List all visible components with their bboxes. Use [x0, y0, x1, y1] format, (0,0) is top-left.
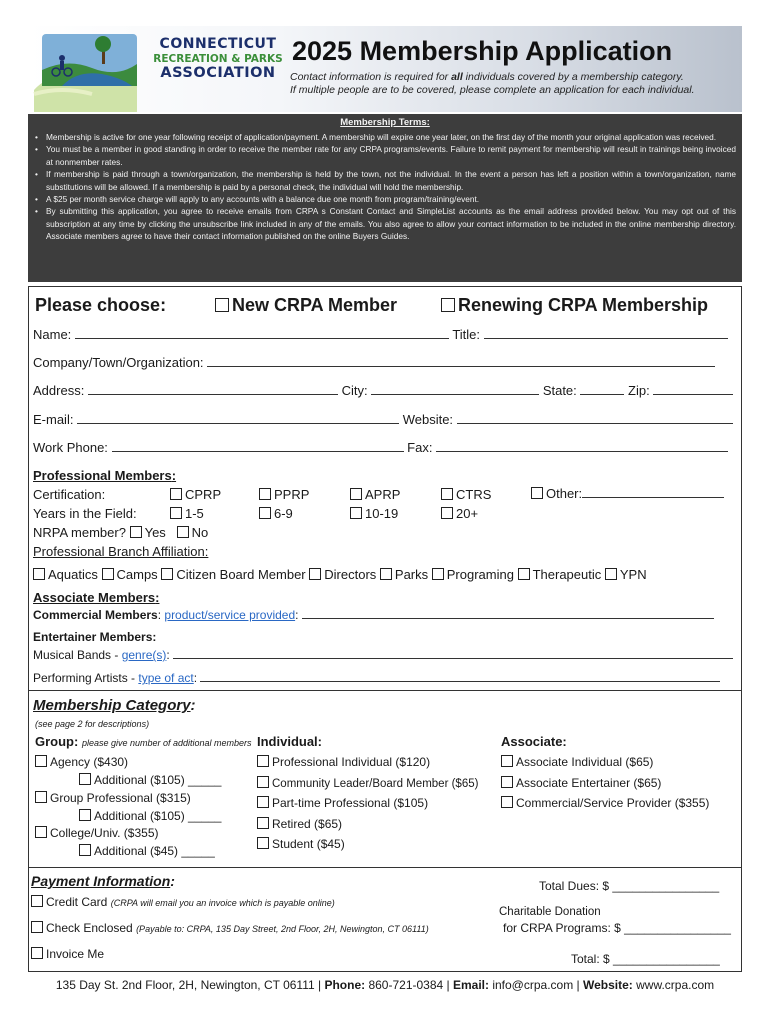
please-choose-label: Please choose:	[35, 295, 167, 315]
individual-retired-label: Retired ($65)	[272, 817, 343, 831]
group-professional-additional-label: Additional ($105) _____	[94, 809, 222, 823]
address-row	[33, 383, 733, 398]
payment-heading: Payment Information:	[31, 873, 175, 889]
zip-field[interactable]	[653, 384, 733, 395]
email-row	[33, 412, 733, 427]
email-field[interactable]	[77, 413, 399, 424]
subtitle-bold: all	[451, 71, 463, 83]
pay-check-note: (Payable to: CRPA, 135 Day Street, 2nd Floor, 2H, Newington, CT 06111)	[136, 924, 429, 934]
new-member-option[interactable]	[215, 295, 397, 316]
group-college-checkbox[interactable]	[35, 826, 47, 838]
branch-programing-checkbox[interactable]	[432, 568, 444, 580]
pay-check-label: Check Enclosed	[46, 921, 133, 935]
city-field[interactable]	[371, 384, 539, 395]
page-title: 2025 Membership Application	[292, 36, 673, 66]
pay-credit-card-note: (CRPA will email you an invoice which is payable online)	[110, 898, 335, 908]
address-field[interactable]	[88, 384, 338, 395]
pay-invoice-checkbox[interactable]	[31, 947, 43, 959]
title-label: Title:	[452, 327, 481, 342]
company-row	[33, 355, 715, 370]
associate-entertainer-checkbox[interactable]	[501, 776, 513, 788]
associate-entertainer[interactable]	[501, 776, 661, 790]
cert-other-label: Other:	[546, 486, 583, 501]
nrpa-no-label: No	[191, 525, 209, 540]
certification-label: Certification:	[33, 487, 106, 502]
address-label: Address:	[33, 383, 85, 398]
logo-line-1: CONNECTICUT	[159, 36, 277, 52]
nrpa-no-checkbox[interactable]	[177, 526, 189, 538]
terms-item: • By submitting this application, you agree to receive emails from CRPA s Constant Contact and SimpleList accounts as the email address provided below. You may opt out of this subscription at any time by clicking the unsubscribe link included in any of the emails. You also agree to allow your contact information to be included in the online membership directory. Associate members agree to have their contact information published on the online Buyers Guides.	[34, 205, 736, 242]
group-agency-additional[interactable]	[79, 773, 221, 787]
entertainer-label: Entertainer Members:	[33, 630, 157, 644]
donation-line-2[interactable]: for CRPA Programs: $ ________________	[503, 921, 731, 935]
commercial-link[interactable]: product/service provided	[164, 608, 296, 622]
group-agency-additional-checkbox[interactable]	[79, 773, 91, 785]
branch-aquatics-checkbox[interactable]	[33, 568, 45, 580]
membership-category-heading: Membership Category:	[33, 697, 196, 714]
cert-ctrs-label: CTRS	[456, 487, 492, 502]
terms-item: • If membership is paid through a town/organization, the membership is held by the town, not the individual. In the event a person has left a position within a town/organization, name substitutions will be allowed. If a membership is paid by a personal check, the individual will hold the membership.	[34, 168, 736, 193]
pay-check[interactable]	[31, 921, 429, 935]
terms-title: Membership Terms:	[340, 117, 430, 128]
cert-ctrs-checkbox[interactable]	[441, 488, 453, 500]
years-10-19-label: 10-19	[365, 506, 399, 521]
new-member-checkbox[interactable]	[215, 298, 229, 312]
pay-invoice[interactable]	[31, 947, 104, 961]
years-20-plus-checkbox[interactable]	[441, 507, 453, 519]
individual-community-leader-label: Community Leader/Board Member ($65)	[272, 778, 479, 790]
cert-cprp[interactable]	[170, 487, 221, 502]
fax-label: Fax:	[407, 440, 433, 455]
individual-student[interactable]	[257, 837, 345, 851]
terms-item: • You must be a member in good standing in order to receive the member rate for any CRPA programs/events. Failure to remit payment for membership will result in trainings being invoiced at nonmember rates.	[34, 143, 736, 168]
individual-part-time-checkbox[interactable]	[257, 796, 269, 808]
crpa-logo	[28, 26, 288, 112]
new-member-label: New CRPA Member	[232, 295, 398, 315]
terms-item: • A $25 per month service charge will apply to any accounts with a balance due one month from program/training/event.	[34, 193, 736, 205]
city-label: City:	[341, 383, 368, 398]
cert-aprp[interactable]	[350, 487, 400, 502]
footer-email[interactable]: info@crpa.com |	[489, 978, 583, 992]
cert-pprp-checkbox[interactable]	[259, 488, 271, 500]
branch-citizen-board-checkbox[interactable]	[161, 568, 173, 580]
renew-member-checkbox[interactable]	[441, 298, 455, 312]
years-6-9[interactable]	[259, 506, 293, 521]
footer	[0, 978, 770, 992]
section-divider	[29, 690, 741, 691]
associate-heading-text: Associate Members	[33, 590, 156, 605]
individual-community-leader[interactable]	[257, 776, 478, 790]
subtitle-text: Contact information is required for	[290, 71, 452, 83]
artists-row: Performing Artists - type of act:	[33, 671, 720, 685]
pay-credit-card-checkbox[interactable]	[31, 895, 43, 907]
individual-professional-checkbox[interactable]	[257, 755, 269, 767]
years-6-9-checkbox[interactable]	[259, 507, 271, 519]
payment-heading-text: Payment Information	[31, 873, 171, 889]
website-label: Website:	[402, 412, 454, 427]
branch-parks-checkbox[interactable]	[380, 568, 392, 580]
group-professional-additional[interactable]	[79, 809, 221, 823]
website-field[interactable]	[457, 413, 733, 424]
group-note: please give number of additional members	[81, 738, 252, 748]
header	[28, 26, 742, 112]
subtitle-line-2: If multiple people are to be covered, please complete an application for each individual.	[290, 84, 695, 96]
cert-other-checkbox[interactable]	[531, 487, 543, 499]
commercial-label: Commercial Members	[33, 608, 158, 622]
group-agency-checkbox[interactable]	[35, 755, 47, 767]
group-college-additional-checkbox[interactable]	[79, 844, 91, 856]
branch-parks-label: Parks	[394, 567, 429, 582]
nrpa-yes-checkbox[interactable]	[130, 526, 142, 538]
cert-pprp-label: PPRP	[274, 487, 310, 502]
footer-website[interactable]: www.crpa.com	[632, 978, 715, 992]
associate-members-heading: Associate Members:	[33, 590, 160, 605]
branch-camps-checkbox[interactable]	[102, 568, 114, 580]
company-label: Company/Town/Organization:	[33, 355, 204, 370]
group-professional-additional-checkbox[interactable]	[79, 809, 91, 821]
cert-other[interactable]	[531, 486, 724, 501]
group-agency[interactable]	[35, 755, 128, 769]
subtitle-text-2: individuals covered by a membership category.	[462, 71, 684, 83]
cert-ctrs[interactable]	[441, 487, 491, 502]
associate-commercial-label: Commercial/Service Provider ($355)	[516, 796, 710, 810]
name-label: Name:	[33, 327, 72, 342]
zip-label: Zip:	[628, 383, 650, 398]
branch-ypn-checkbox[interactable]	[605, 568, 617, 580]
nrpa-yes-label: Yes	[144, 525, 166, 540]
name-row	[33, 327, 728, 342]
associate-commercial[interactable]	[501, 796, 709, 810]
professional-members-heading: Professional Members:	[33, 468, 177, 483]
page-subtitle	[290, 71, 695, 97]
category-heading-text: Membership Category	[33, 697, 191, 714]
group-heading-text: Group:	[35, 734, 79, 749]
terms-list	[34, 131, 736, 243]
bands-row: Musical Bands - genre(s):	[33, 648, 733, 662]
branch-directors-label: Directors	[324, 567, 377, 582]
group-agency-label: Agency ($430)	[50, 755, 129, 769]
years-1-5-label: 1-5	[185, 506, 204, 521]
work-phone-field[interactable]	[112, 441, 404, 452]
group-agency-additional-label: Additional ($105) _____	[94, 773, 222, 787]
branch-options	[33, 567, 647, 582]
footer-phone: 860-721-0384 |	[365, 978, 453, 992]
associate-entertainer-label: Associate Entertainer ($65)	[516, 776, 662, 790]
bands-label: Musical Bands -	[33, 648, 122, 662]
individual-student-label: Student ($45)	[272, 837, 345, 851]
associate-commercial-checkbox[interactable]	[501, 796, 513, 808]
donation-line-1: Charitable Donation	[499, 906, 601, 918]
cert-other-field[interactable]	[582, 487, 724, 498]
name-field[interactable]	[75, 328, 449, 339]
state-label: State:	[542, 383, 577, 398]
group-heading	[35, 734, 252, 749]
membership-terms	[28, 114, 742, 282]
branch-directors-checkbox[interactable]	[309, 568, 321, 580]
branch-affiliation-label: Professional Branch Affiliation:	[33, 544, 209, 559]
work-phone-label: Work Phone:	[33, 440, 108, 455]
branch-camps-label: Camps	[116, 567, 158, 582]
branch-therapeutic-checkbox[interactable]	[518, 568, 530, 580]
logo-line-3: ASSOCIATION	[160, 65, 276, 81]
title-field[interactable]	[484, 328, 728, 339]
years-6-9-label: 6-9	[274, 506, 293, 521]
years-10-19[interactable]	[350, 506, 398, 521]
footer-email-label: Email:	[452, 978, 489, 992]
individual-retired[interactable]	[257, 817, 342, 831]
associate-category-heading: Associate:	[501, 734, 567, 749]
years-10-19-checkbox[interactable]	[350, 507, 362, 519]
years-1-5-checkbox[interactable]	[170, 507, 182, 519]
renew-member-option[interactable]	[441, 295, 708, 316]
cert-aprp-label: APRP	[365, 487, 401, 502]
individual-student-checkbox[interactable]	[257, 837, 269, 849]
pay-check-checkbox[interactable]	[31, 921, 43, 933]
associate-individual-checkbox[interactable]	[501, 755, 513, 767]
professional-heading-text: Professional Members	[33, 468, 172, 483]
individual-part-time-label: Part-time Professional ($105)	[272, 796, 429, 810]
nrpa-row	[33, 525, 208, 540]
individual-part-time[interactable]	[257, 796, 428, 810]
terms-item: • Membership is active for one year following receipt of application/payment. A membership will expire one year later, on the first day of the month your original application was received.	[34, 131, 736, 143]
fax-field[interactable]	[436, 441, 728, 452]
branch-aquatics-label: Aquatics	[48, 567, 98, 582]
individual-retired-checkbox[interactable]	[257, 817, 269, 829]
bands-field[interactable]	[173, 648, 733, 659]
years-label: Years in the Field:	[33, 506, 137, 521]
group-college-additional[interactable]	[79, 844, 215, 858]
individual-community-leader-checkbox[interactable]	[257, 776, 269, 788]
individual-heading: Individual:	[257, 734, 322, 749]
group-professional-label: Group Professional ($315)	[50, 791, 191, 805]
individual-professional[interactable]	[257, 755, 430, 769]
individual-professional-label: Professional Individual ($120)	[272, 755, 431, 769]
total-dues[interactable]: Total Dues: $ ________________	[539, 879, 720, 893]
section-divider	[29, 867, 741, 868]
renew-member-label: Renewing CRPA Membership	[458, 295, 709, 315]
group-college[interactable]	[35, 826, 159, 840]
pay-credit-card[interactable]	[31, 895, 335, 909]
artists-field[interactable]	[200, 671, 720, 682]
logo-landscape-icon	[32, 30, 142, 112]
cert-aprp-checkbox[interactable]	[350, 488, 362, 500]
nrpa-label: NRPA member?	[33, 525, 126, 540]
group-college-label: College/Univ. ($355)	[50, 826, 159, 840]
cert-pprp[interactable]	[259, 487, 309, 502]
cert-cprp-checkbox[interactable]	[170, 488, 182, 500]
cert-cprp-label: CPRP	[185, 487, 222, 502]
branch-programing-label: Programing	[446, 567, 514, 582]
branch-ypn-label: YPN	[619, 567, 647, 582]
pay-credit-card-label: Credit Card	[46, 895, 108, 909]
artists-label: Performing Artists -	[33, 671, 139, 685]
footer-phone-label: Phone:	[324, 978, 366, 992]
artists-link[interactable]: type of act	[138, 671, 194, 685]
group-professional[interactable]	[35, 791, 191, 805]
state-field[interactable]	[580, 384, 624, 395]
branch-therapeutic-label: Therapeutic	[532, 567, 602, 582]
branch-citizen-board-label: Citizen Board Member	[176, 567, 306, 582]
bands-link[interactable]: genre(s)	[121, 648, 167, 662]
commercial-row: Commercial Members: product/service provided:	[33, 608, 714, 622]
associate-individual[interactable]	[501, 755, 653, 769]
years-20-plus[interactable]	[441, 506, 478, 521]
years-1-5[interactable]	[170, 506, 204, 521]
years-20-plus-label: 20+	[456, 506, 479, 521]
email-label: E-mail:	[33, 412, 74, 427]
associate-individual-label: Associate Individual ($65)	[516, 755, 654, 769]
logo-line-2: RECREATION & PARKS	[153, 53, 283, 65]
footer-address: 135 Day St. 2nd Floor, 2H, Newington, CT 06111 |	[55, 978, 325, 992]
group-college-additional-label: Additional ($45) _____	[94, 844, 215, 858]
group-professional-checkbox[interactable]	[35, 791, 47, 803]
phone-row	[33, 440, 728, 455]
application-form	[28, 286, 742, 972]
grand-total[interactable]: Total: $ ________________	[571, 952, 720, 966]
category-note: (see page 2 for descriptions)	[35, 719, 150, 729]
footer-website-label: Website:	[583, 978, 633, 992]
company-field[interactable]	[207, 356, 715, 367]
commercial-field[interactable]	[302, 608, 714, 619]
pay-invoice-label: Invoice Me	[46, 947, 105, 961]
